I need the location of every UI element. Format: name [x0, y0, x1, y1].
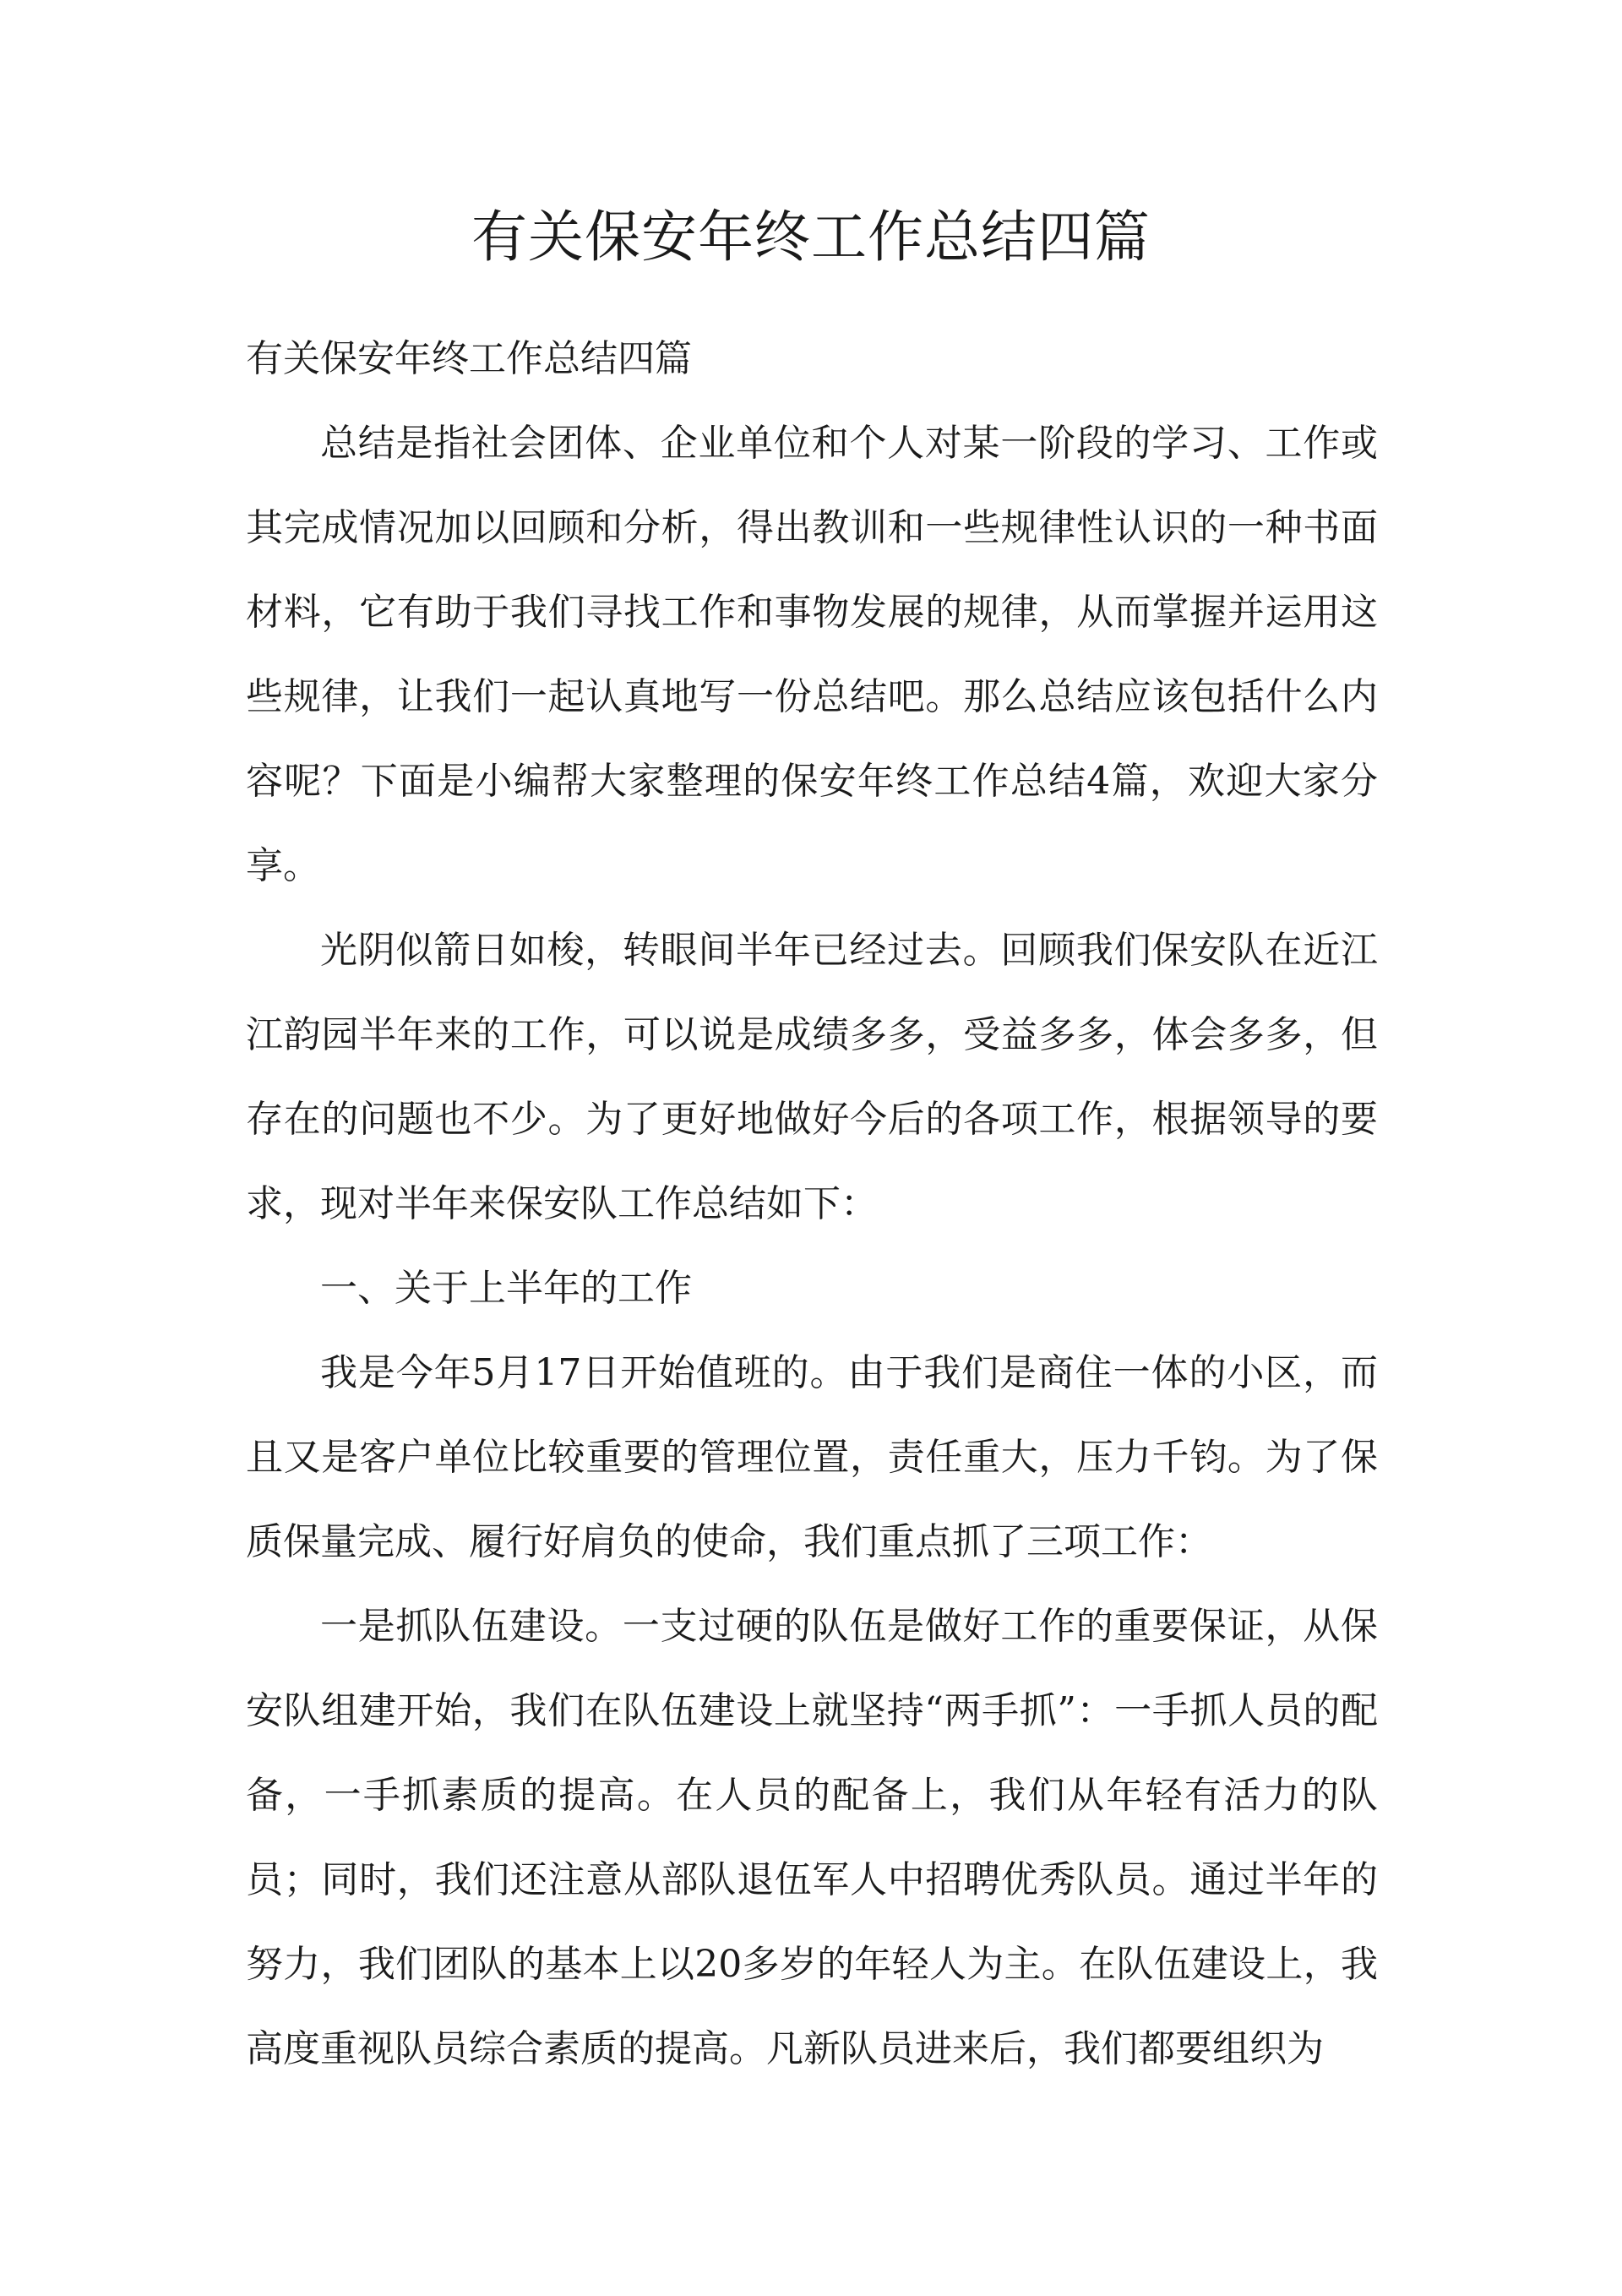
paragraph: 总结是指社会团体、企业单位和个人对某一阶段的学习、工作或其完成情况加以回顾和分析，得出教训和一些规律性认识的一种书面材料，它有助于我们寻找工作和事物发展的规律，从而掌握并运用这些规律，让我们一起认真地写一份总结吧。那么总结应该包括什么内容呢？下面是小编帮大家整理的保安年终工作总结4篇，欢迎大家分享。: [246, 422, 1378, 887]
paragraph: 光阴似箭日如梭，转眼间半年已经过去。回顾我们保安队在近江江韵园半年来的工作，可以说是成绩多多，受益多多，体会多多，但存在的问题也不少。为了更好地做好今后的各项工作，根据领导的要求，现对半年来保安队工作总结如下：: [246, 929, 1378, 1225]
document-body: [246, 317, 1378, 2091]
paragraph: 我是今年5月17日开始值班的。由于我们是商住一体的小区，而且又是客户单位比较重要的管理位置，责任重大，压力千钧。为了保质保量完成、履行好肩负的使命，我们重点抓了三项工作：: [246, 1351, 1378, 1563]
section-heading: 一、关于上半年的工作: [320, 1267, 692, 1310]
paragraph: 一是抓队伍建设。一支过硬的队伍是做好工作的重要保证，从保安队组建开始，我们在队伍建设上就坚持“两手抓”：一手抓人员的配备，一手抓素质的提高。在人员的配备上，我们从年轻有活力的队员；同时，我们还注意从部队退伍军人中招聘优秀队员。通过半年的努力，我们团队的基本上以20多岁的年轻人为主。在队伍建设上，我高度重视队员综合素质的提高。凡新队员进来后，我们都要组织为: [246, 1605, 1378, 2070]
document-title: 有关保安年终工作总结四篇: [471, 205, 1151, 270]
document-subtitle: 有关保安年终工作总结四篇: [246, 337, 692, 380]
